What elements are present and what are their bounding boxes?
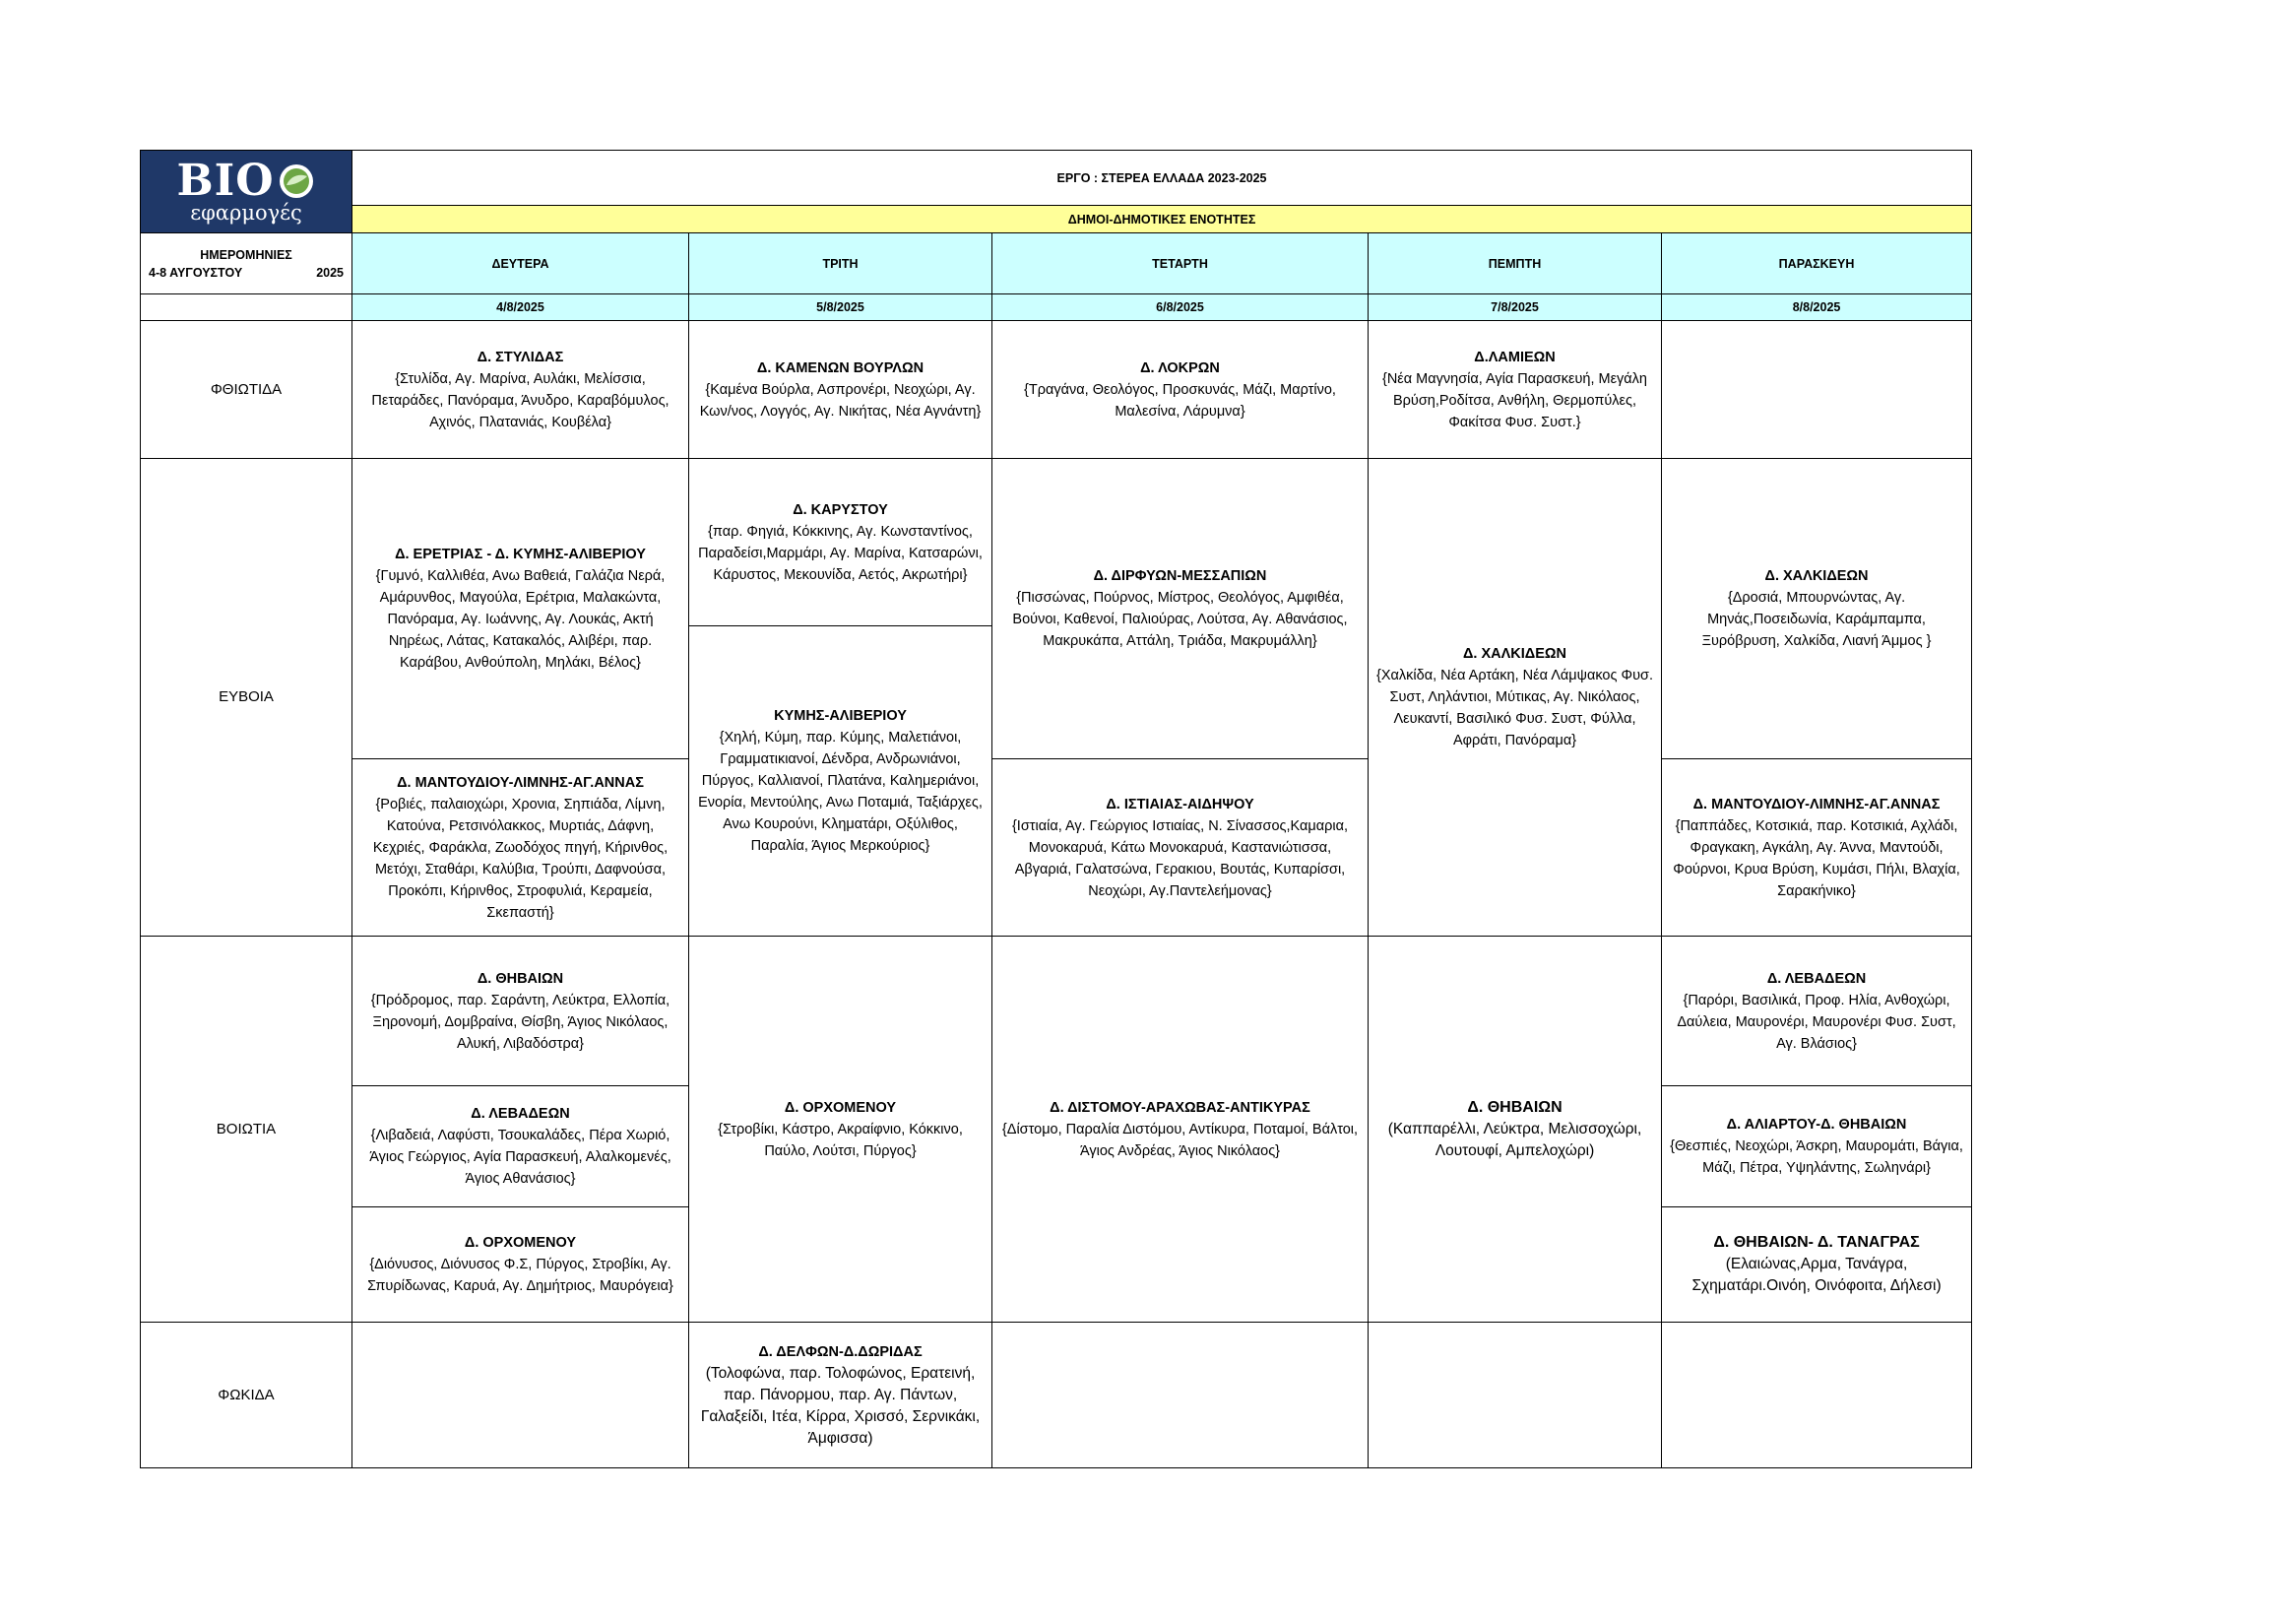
dates-range: 4-8 ΑΥΓΟΥΣΤΟΥ bbox=[149, 265, 243, 280]
municipality-name: Δ. ΘΗΒΑΙΩΝ- Δ. ΤΑΝΑΓΡΑΣ bbox=[1713, 1234, 1920, 1251]
logo-cell bbox=[141, 151, 352, 233]
cell-viotia-monday-2 bbox=[352, 1086, 689, 1207]
area-list: {Καμένα Βούρλα, Ασπρονέρι, Νεοχώρι, Αγ. Κων/νος, Λογγός, Αγ. Νικήτας, Νέα Αγνάντη} bbox=[699, 381, 982, 420]
cell-viotia-monday-1 bbox=[352, 937, 689, 1086]
area-list: {Ιστιαία, Αγ. Γεώργιος Ιστιαίας, Ν. Σίνασσος,Καμαρια, Μονοκαρυά, Κάτω Μονοκαρυά, Καστανιώτισσα, Αβγαριά, Γαλατσώνα, Γερακιου, Βουτάς, Κυπαρίσσι, Νεοχώρι, Αγ.Παντελεήμονας} bbox=[1011, 817, 1349, 899]
municipality-name: Δ. ΔΕΛΦΩΝ-Δ.ΔΩΡΙΔΑΣ bbox=[758, 1343, 923, 1360]
date-wednesday: 6/8/2025 bbox=[992, 294, 1369, 321]
municipality-name: Δ.ΛΑΜΙΕΩΝ bbox=[1474, 349, 1556, 365]
cell-viotia-wednesday bbox=[992, 937, 1369, 1323]
municipality-name: Δ. ΚΑΜΕΝΩΝ ΒΟΥΡΛΩΝ bbox=[756, 359, 925, 376]
cell-evia-wednesday-1 bbox=[992, 459, 1369, 759]
cell-viotia-friday-2 bbox=[1662, 1086, 1972, 1207]
cell-fokida-thursday-empty bbox=[1369, 1323, 1662, 1468]
cell-viotia-thursday bbox=[1369, 937, 1662, 1323]
area-list: {Νέα Μαγνησία, Αγία Παρασκευή, Μεγάλη Βρύση,Ροδίτσα, Ανθήλη, Θερμοπύλες, Φακίτσα Φυσ. Συστ.} bbox=[1381, 370, 1647, 430]
cell-fokida-tuesday bbox=[689, 1323, 992, 1468]
date-thursday: 7/8/2025 bbox=[1369, 294, 1662, 321]
area-list: {Χηλή, Κύμη, παρ. Κύμης, Μαλετιάνοι, Γραμματικιανοί, Δένδρα, Ανδρωνιάνοι, Πύργος, Καλλιανοί, Πλατάνα, Καλημεριάνοι, Ενορία, Μεντούλης, Ανω Ποταμιά, Ταξιάρχες, Ανω Κουρούνι, Κληματάρι, Οξύλιθος, Παραλία, Άγιος Μερκούριος} bbox=[698, 730, 983, 854]
company-logo bbox=[141, 153, 351, 231]
date-tuesday: 5/8/2025 bbox=[689, 294, 992, 321]
schedule-table bbox=[140, 150, 1972, 1468]
municipality-name: Δ. ΟΡΧΟΜΕΝΟΥ bbox=[464, 1235, 577, 1251]
logo-subtitle: εφαρμογές bbox=[190, 200, 302, 225]
municipality-name: Δ. ΚΑΡΥΣΤΟΥ bbox=[793, 501, 888, 518]
municipality-name: ΚΥΜΗΣ-ΑΛΙΒΕΡΙΟΥ bbox=[774, 708, 907, 724]
region-fokida: ΦΩΚΙΔΑ bbox=[141, 1323, 352, 1468]
municipality-name: Δ. ΛΟΚΡΩΝ bbox=[1140, 359, 1220, 376]
area-list: {Παρόρι, Βασιλικά, Προφ. Ηλία, Ανθοχώρι, Δαύλεια, Μαυρονέρι, Μαυρονέρι Φυσ. Συστ, Αγ. Βλάσιος} bbox=[1677, 992, 1956, 1052]
area-list: {Γυμνό, Καλλιθέα, Ανω Βαθειά, Γαλάζια Νερά, Αμάρυνθος, Μαγούλα, Ερέτρια, Μαλακώντα, Πανόραμα, Αγ. Ιωάννης, Αγ. Λουκάς, Ακτή Νηρέως, Λάτας, Κατακαλός, Αλιβέρι, παρ. Καράβου, Ανθούπολη, Μηλάκι, Βέλος} bbox=[375, 568, 666, 671]
cell-fthiotida-thursday bbox=[1369, 321, 1662, 459]
cell-fthiotida-friday-empty bbox=[1662, 321, 1972, 459]
area-list: {Λιβαδειά, Λαφύστι, Τσουκαλάδες, Πέρα Χωριό, Άγιος Γεώργιος, Αγία Παρασκευή, Αλαλκομενές, Άγιος Αθανάσιος} bbox=[369, 1128, 671, 1187]
area-list: {παρ. Φηγιά, Κόκκινης, Αγ. Κωνσταντίνος, Παραδείσι,Μαρμάρι, Αγ. Μαρίνα, Κατσαρώνι, Κάρυστος, Μεκουνίδα, Αετός, Ακρωτήρι} bbox=[698, 523, 983, 583]
dates-label: ΗΜΕΡΟΜΗΝΙΕΣ bbox=[200, 247, 292, 262]
day-header-monday: ΔΕΥΤΕΡΑ bbox=[352, 233, 689, 294]
area-list: {Στροβίκι, Κάστρο, Ακραίφνιο, Κόκκινο, Παύλο, Λούτσι, Πύργος} bbox=[718, 1121, 963, 1159]
municipality-name: Δ. ΑΛΙΑΡΤΟΥ-Δ. ΘΗΒΑΙΩΝ bbox=[1726, 1117, 1907, 1133]
area-list: {Πισσώνας, Πούρνος, Μίστρος, Θεολόγος, Αμφιθέα, Βούνοι, Καθενοί, Παλιούρας, Λούτσα, Αγ. Αθανάσιος, Μακρυκάπα, Αττάλη, Τριάδα, Μακρυμάλλη} bbox=[1012, 590, 1348, 649]
cell-evia-thursday bbox=[1369, 459, 1662, 937]
municipality-name: Δ. ΜΑΝΤΟΥΔΙΟΥ-ΛΙΜΝΗΣ-ΑΓ.ΑΝΝΑΣ bbox=[397, 774, 644, 791]
date-friday: 8/8/2025 bbox=[1662, 294, 1972, 321]
cell-fthiotida-monday bbox=[352, 321, 689, 459]
cell-fokida-monday-empty bbox=[352, 1323, 689, 1468]
cell-evia-tuesday-2 bbox=[689, 626, 992, 937]
municipality-name: Δ. ΔΙΡΦΥΩΝ-ΜΕΣΣΑΠΙΩΝ bbox=[1093, 568, 1267, 584]
cell-viotia-monday-3 bbox=[352, 1207, 689, 1323]
area-list: {Ροβιές, παλαιοχώρι, Χρονια, Σηπιάδα, Λίμνη, Κατούνα, Ρετσινόλακκος, Μυρτιάς, Δάφνη, Κεχριές, Φαράκλα, Ζωοδόχος πηγή, Κήρινθος, Μετόχι, Σταθάρι, Καλύβια, Τρούπι, Δαφνούσα, Προκόπι, Κήρινθος, Στροφυλιά, Κεραμεία, Σκεπαστή} bbox=[372, 796, 669, 921]
municipality-name: Δ. ΘΗΒΑΙΩΝ bbox=[477, 970, 564, 987]
day-header-thursday: ΠΕΜΠΤΗ bbox=[1369, 233, 1662, 294]
cell-evia-tuesday-1 bbox=[689, 459, 992, 626]
municipality-name: Δ. ΣΤΥΛΙΔΑΣ bbox=[477, 349, 564, 365]
day-header-tuesday: ΤΡΙΤΗ bbox=[689, 233, 992, 294]
leaf-icon bbox=[277, 162, 316, 201]
region-evia: ΕΥΒΟΙΑ bbox=[141, 459, 352, 937]
municipalities-header: ΔΗΜΟΙ-ΔΗΜΟΤΙΚΕΣ ΕΝΟΤΗΤΕΣ bbox=[352, 206, 1972, 233]
area-list: {Παππάδες, Κοτσικιά, παρ. Κοτσικιά, Αχλάδι, Φραγκακη, Αγκάλη, Αγ. Άννα, Μαντούδι, Φούρνοι, Κρυα Βρύση, Κυμάσι, Πήλι, Βλαχία, Σαρακήνικο} bbox=[1673, 817, 1960, 899]
municipality-name: Δ. ΟΡΧΟΜΕΝΟΥ bbox=[784, 1099, 897, 1116]
municipality-name: Δ. ΙΣΤΙΑΙΑΣ-ΑΙΔΗΨΟΥ bbox=[1106, 796, 1254, 812]
cell-fokida-wednesday-empty bbox=[992, 1323, 1369, 1468]
municipality-name: Δ. ΧΑΛΚΙΔΕΩΝ bbox=[1463, 646, 1566, 662]
area-list: {Διόνυσος, Διόνυσος Φ.Σ, Πύργος, Στροβίκι, Αγ. Σπυρίδωνας, Καρυά, Αγ. Δημήτριος, Μαυρόγεια} bbox=[367, 1257, 673, 1294]
area-list: (Καππαρέλλι, Λεύκτρα, Μελισσοχώρι, Λουτουφί, Αμπελοχώρι) bbox=[1387, 1120, 1642, 1159]
region-viotia: ΒΟΙΩΤΙΑ bbox=[141, 937, 352, 1323]
date-monday: 4/8/2025 bbox=[352, 294, 689, 321]
municipality-name: Δ. ΔΙΣΤΟΜΟΥ-ΑΡΑΧΩΒΑΣ-ΑΝΤΙΚΥΡΑΣ bbox=[1050, 1099, 1310, 1116]
cell-evia-monday-1 bbox=[352, 459, 689, 759]
cell-evia-wednesday-2 bbox=[992, 759, 1369, 937]
day-header-friday: ΠΑΡΑΣΚΕΥΗ bbox=[1662, 233, 1972, 294]
area-list: (Ελαιώνας,Αρμα, Τανάγρα, Σχηματάρι.Οινόη, Οινόφοιτα, Δήλεσι) bbox=[1691, 1256, 1942, 1294]
area-list: {Θεσπιές, Νεοχώρι, Άσκρη, Μαυρομάτι, Βάγια, Μάζι, Πέτρα, Υψηλάντης, Σωληνάρι} bbox=[1670, 1138, 1963, 1176]
cell-evia-friday-1 bbox=[1662, 459, 1972, 759]
cell-fthiotida-wednesday bbox=[992, 321, 1369, 459]
dates-year: 2025 bbox=[316, 265, 344, 280]
logo-mark: BIO bbox=[176, 155, 275, 206]
area-list: (Τολοφώνα, παρ. Τολοφώνος, Ερατεινή, παρ. Πάνορμου, παρ. Αγ. Πάντων, Γαλαξείδι, Ιτέα, Κίρρα, Χρισσό, Σερνικάκι, Άμφισσα) bbox=[700, 1364, 981, 1447]
municipality-name: Δ. ΘΗΒΑΙΩΝ bbox=[1467, 1098, 1563, 1116]
cell-viotia-friday-1 bbox=[1662, 937, 1972, 1086]
area-list: {Δίστομο, Παραλία Διστόμου, Αντίκυρα, Ποταμοί, Βάλτοι, Άγιος Ανδρέας, Άγιος Νικόλαος} bbox=[1001, 1121, 1359, 1159]
cell-viotia-friday-3 bbox=[1662, 1207, 1972, 1323]
municipality-name: Δ. ΕΡΕΤΡΙΑΣ - Δ. ΚΥΜΗΣ-ΑΛΙΒΕΡΙΟΥ bbox=[395, 547, 646, 562]
cell-fthiotida-tuesday bbox=[689, 321, 992, 459]
area-list: {Χαλκίδα, Νέα Αρτάκη, Νέα Λάμψακος Φυσ. Συστ, Ληλάντιοι, Μύτικας, Αγ. Νικόλαος, Λευκαντί, Βασιλικό Φυσ. Συστ, Φύλλα, Αφράτι, Πανόραμα} bbox=[1376, 668, 1653, 748]
area-list: {Στυλίδα, Αγ. Μαρίνα, Αυλάκι, Μελίσσια, Πεταράδες, Πανόραμα, Άνυδρο, Καραβόμυλος, Αχινός, Πλατανιάς, Κουβέλα} bbox=[371, 370, 670, 430]
area-list: {Δροσιά, Μπουρνώντας, Αγ. Μηνάς,Ποσειδωνία, Καράμπαμπα, Ξυρόβρυση, Χαλκίδα, Λιανή Άμμος } bbox=[1701, 590, 1932, 649]
municipality-name: Δ. ΛΕΒΑΔΕΩΝ bbox=[471, 1106, 570, 1122]
region-fthiotida: ΦΘΙΩΤΙΔΑ bbox=[141, 321, 352, 459]
project-title: ΕΡΓΟ : ΣΤΕΡΕΑ ΕΛΛΑΔΑ 2023-2025 bbox=[352, 151, 1972, 206]
cell-viotia-tuesday bbox=[689, 937, 992, 1323]
municipality-name: Δ. ΧΑΛΚΙΔΕΩΝ bbox=[1764, 568, 1869, 584]
cell-fokida-friday-empty bbox=[1662, 1323, 1972, 1468]
municipality-name: Δ. ΛΕΒΑΔΕΩΝ bbox=[1766, 970, 1867, 987]
area-list: {Πρόδρομος, παρ. Σαράντη, Λεύκτρα, Ελλοπία, Ξηρονομή, Δομβραίνα, Θίσβη, Άγιος Νικόλαος, Αλυκή, Λιβαδόστρα} bbox=[370, 992, 670, 1052]
area-list: {Τραγάνα, Θεολόγος, Προσκυνάς, Μάζι, Μαρτίνο, Μαλεσίνα, Λάρυμνα} bbox=[1024, 381, 1336, 420]
day-header-wednesday: ΤΕΤΑΡΤΗ bbox=[992, 233, 1369, 294]
cell-evia-friday-2 bbox=[1662, 759, 1972, 937]
dates-label-cell bbox=[141, 233, 352, 294]
empty-date-label bbox=[141, 294, 352, 321]
municipality-name: Δ. ΜΑΝΤΟΥΔΙΟΥ-ΛΙΜΝΗΣ-ΑΓ.ΑΝΝΑΣ bbox=[1692, 796, 1941, 812]
cell-evia-monday-2 bbox=[352, 759, 689, 937]
